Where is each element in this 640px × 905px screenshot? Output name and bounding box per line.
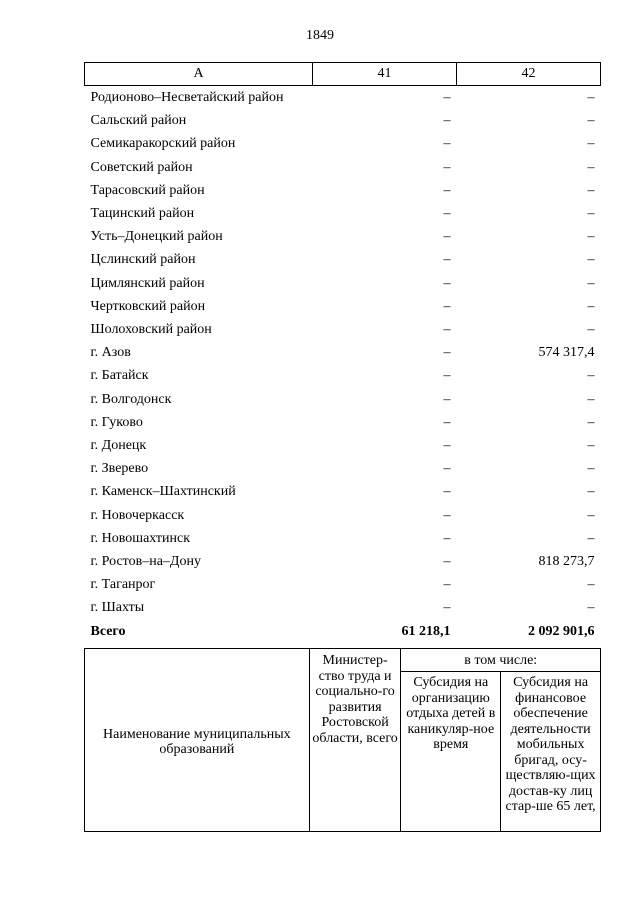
row-name: Семикаракорский район — [90, 136, 236, 152]
row-value-41: – — [443, 530, 451, 546]
total-value-42: 2 092 901,6 — [528, 623, 595, 639]
row-value-41: – — [443, 322, 451, 338]
row-value-42: 574 317,4 — [538, 345, 595, 361]
total-row — [85, 620, 601, 643]
row-value-41: – — [443, 414, 451, 430]
table-row — [85, 295, 601, 318]
row-value-41: – — [443, 391, 451, 407]
page-number: 1849 — [306, 28, 334, 43]
total-value-41: 61 218,1 — [401, 623, 451, 639]
row-value-41: – — [443, 507, 451, 523]
total-label: Всего — [90, 623, 126, 639]
table-header-row — [85, 63, 601, 86]
row-name: г. Батайск — [90, 368, 149, 384]
table-row — [85, 527, 601, 550]
row-value-41: – — [443, 275, 451, 291]
row-value-41: – — [443, 368, 451, 384]
header-municipality-name: Наименование муниципальных образований — [85, 649, 310, 832]
table-row — [85, 341, 601, 364]
row-value-41: – — [443, 113, 451, 129]
column-header-41: 41 — [313, 63, 457, 86]
row-value-42: – — [587, 322, 595, 338]
row-value-42: – — [587, 600, 595, 616]
row-value-41: – — [443, 136, 451, 152]
row-value-41: – — [443, 600, 451, 616]
row-name: г. Волгодонск — [90, 391, 172, 407]
table-row — [85, 225, 601, 248]
column-header-42: 42 — [457, 63, 601, 86]
row-value-42: – — [587, 484, 595, 500]
row-value-41: – — [443, 461, 451, 477]
row-value-42: – — [587, 530, 595, 546]
row-value-42: – — [587, 90, 595, 105]
table-row — [85, 364, 601, 387]
row-value-41: – — [443, 182, 451, 198]
row-name: г. Каменск–Шахтинский — [90, 484, 236, 500]
table-row — [85, 318, 601, 341]
row-value-41: – — [443, 577, 451, 593]
row-value-42: – — [587, 507, 595, 523]
row-value-42: – — [587, 298, 595, 314]
row-value-42: – — [587, 159, 595, 175]
row-name: Тарасовский район — [90, 182, 205, 198]
row-value-42: – — [587, 368, 595, 384]
row-value-41: – — [443, 345, 451, 361]
row-value-41: – — [443, 229, 451, 245]
row-value-42: – — [587, 275, 595, 291]
header-subsidy-mobile-brigades: Субсидия на финансовое обеспечение деятельности мобильных бригад, осу-ществляю-щих достав-ку лиц стар-ше 65 лет, — [501, 672, 601, 832]
row-name: г. Таганрог — [90, 577, 156, 593]
table-row — [85, 504, 601, 527]
row-value-41: – — [443, 438, 451, 454]
row-value-41: – — [443, 159, 451, 175]
row-value-42: – — [587, 113, 595, 129]
row-value-42: – — [587, 577, 595, 593]
header-subsidy-children-rest: Субсидия на организацию отдыха детей в каникуляр-ное время — [401, 672, 501, 832]
table-row — [85, 109, 601, 132]
row-value-42: 818 273,7 — [538, 554, 595, 570]
table-row — [85, 86, 601, 110]
table-row — [85, 202, 601, 225]
row-name: г. Новошахтинск — [90, 530, 191, 546]
table-row — [85, 480, 601, 503]
row-name: Цслинский район — [90, 252, 196, 268]
row-value-41: – — [443, 90, 451, 105]
row-name: г. Зверево — [90, 461, 149, 477]
table-row — [85, 156, 601, 179]
row-name: г. Ростов–на–Дону — [90, 554, 201, 570]
row-value-42: – — [587, 391, 595, 407]
table-row — [85, 179, 601, 202]
row-name: Цимлянский район — [90, 275, 205, 291]
row-name: г. Донецк — [90, 438, 147, 454]
table-row — [85, 248, 601, 271]
row-value-41: – — [443, 484, 451, 500]
table-row — [85, 550, 601, 573]
row-name: г. Новочеркасск — [90, 507, 185, 523]
row-name: Чертковский район — [90, 298, 206, 314]
row-name: Советский район — [90, 159, 193, 175]
table-row — [85, 388, 601, 411]
column-header-a: А — [85, 63, 313, 86]
row-value-42: – — [587, 229, 595, 245]
row-value-42: – — [587, 252, 595, 268]
table-row — [85, 132, 601, 155]
table-row — [85, 272, 601, 295]
row-name: Усть–Донецкий район — [90, 229, 223, 245]
row-name: Шолоховский район — [90, 322, 212, 338]
row-value-42: – — [587, 438, 595, 454]
row-value-42: – — [587, 182, 595, 198]
continued-table-header — [84, 648, 601, 832]
row-value-42: – — [587, 136, 595, 152]
row-value-42: – — [587, 461, 595, 477]
header-including-group: в том числе: — [401, 649, 601, 672]
row-value-41: – — [443, 206, 451, 222]
row-value-41: – — [443, 252, 451, 268]
row-value-42: – — [587, 206, 595, 222]
table-row — [85, 434, 601, 457]
row-name: Родионово–Несветайский район — [90, 90, 284, 105]
row-name: Тацинский район — [90, 206, 195, 222]
table-row — [85, 573, 601, 596]
table-row — [85, 596, 601, 619]
row-value-41: – — [443, 554, 451, 570]
row-name: г. Шахты — [90, 600, 145, 616]
header-ministry-total: Министер-ство труда и социально-го развития Ростовской области, всего — [309, 649, 401, 832]
row-name: Сальский район — [90, 113, 187, 129]
row-value-42: – — [587, 414, 595, 430]
table-row — [85, 457, 601, 480]
row-name: г. Гуково — [90, 414, 143, 430]
row-name: г. Азов — [90, 345, 131, 361]
data-table — [84, 62, 601, 643]
row-value-41: – — [443, 298, 451, 314]
table-row — [85, 411, 601, 434]
